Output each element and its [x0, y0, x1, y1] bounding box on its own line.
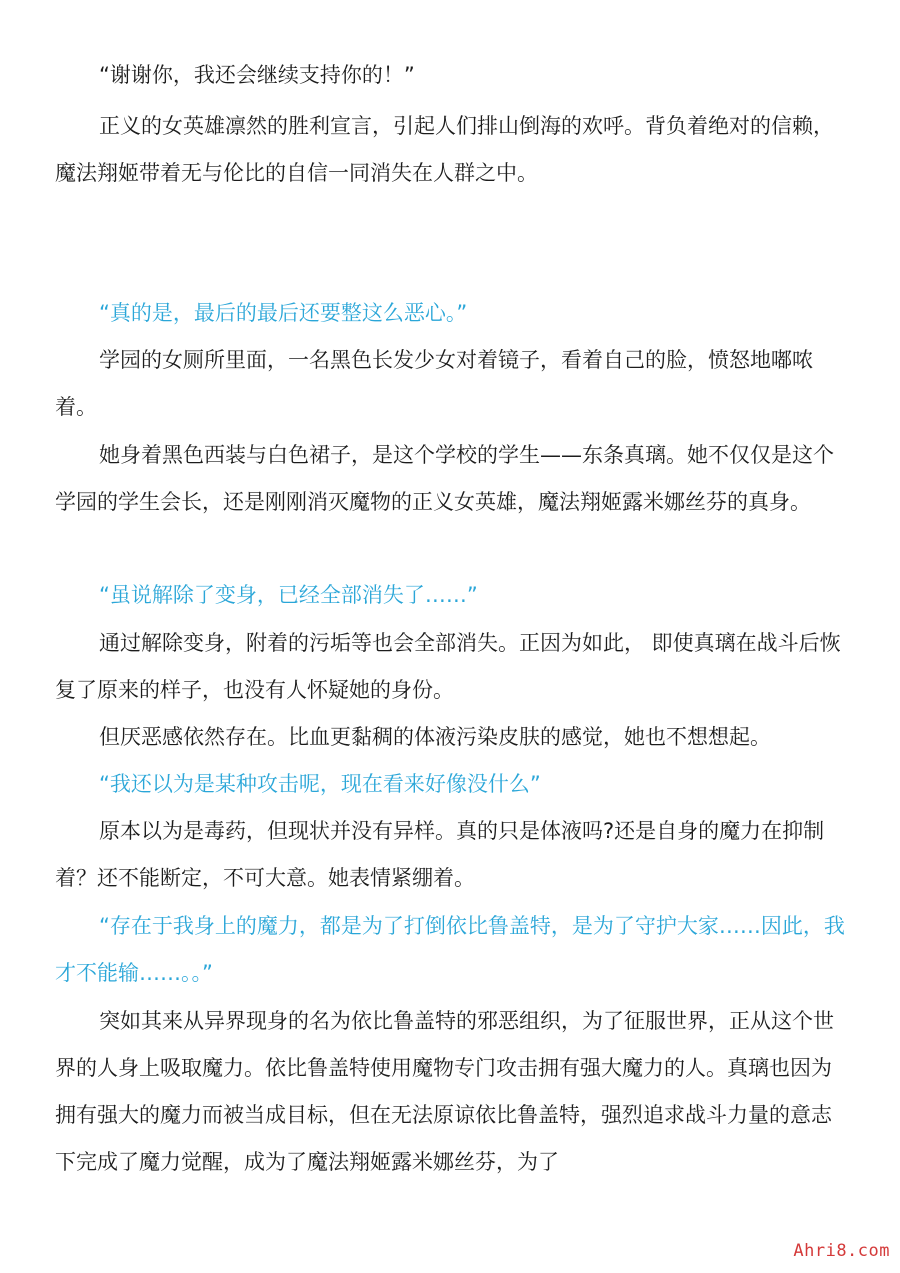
paragraph-dialogue-transform: “虽说解除了变身，已经全部消失了……”	[99, 583, 478, 607]
paragraph-identity-narration: 她身着黑色西装与白色裙子，是这个学校的学生——东条真璃。她不仅仅是这个学园的学生会长，还是刚刚消灭魔物的正义女英雄，魔法翔姬露米娜丝芬的真身。	[55, 443, 834, 514]
paragraph-restroom-narration: 学园的女厕所里面，一名黑色长发少女对着镜子，看着自己的脸，愤怒地嘟哝着。	[55, 348, 813, 419]
paragraph-dialogue-disgusting: “真的是，最后的最后还要整这么恶心。”	[99, 301, 468, 325]
watermark-text: Ahri8.com	[793, 1241, 890, 1261]
paragraph-dialogue-attack: “我还以为是某种攻击呢，现在看来好像没什么”	[99, 772, 541, 796]
paragraph-thanks-quote: “谢谢你，我还会继续支持你的！”	[99, 63, 415, 87]
paragraph-victory-narration: 正义的女英雄凛然的胜利宣言，引起人们排山倒海的欢呼。背负着绝对的信赖，魔法翔姬带着无与伦比的自信一同消失在人群之中。	[55, 114, 834, 185]
paragraph-organization-narration: 突如其来从异界现身的名为依比鲁盖特的邪恶组织，为了征服世界，正从这个世界的人身上吸取魔力。依比鲁盖特使用魔物专门攻击拥有强大魔力的人。真璃也因为拥有强大的魔力而被当成目标，但在无法原谅依比鲁盖特，强烈追求战斗力量的意志下完成了魔力觉醒，成为了魔法翔姬露米娜丝芬，为了	[55, 1009, 834, 1174]
paragraph-transform-narration: 通过解除变身，附着的污垢等也会全部消失。正因为如此， 即使真璃在战斗后恢复了原来的样子，也没有人怀疑她的身份。	[55, 631, 841, 702]
paragraph-disgust-narration: 但厌恶感依然存在。比血更黏稠的体液污染皮肤的感觉，她也不想想起。	[99, 725, 771, 749]
paragraph-poison-narration: 原本以为是毒药，但现状并没有异样。真的只是体液吗?还是自身的魔力在抑制着？还不能断定，不可大意。她表情紧绷着。	[55, 819, 825, 890]
paragraph-dialogue-magic: “存在于我身上的魔力，都是为了打倒依比鲁盖特，是为了守护大家……因此，我才不能输……。。”	[55, 914, 845, 985]
